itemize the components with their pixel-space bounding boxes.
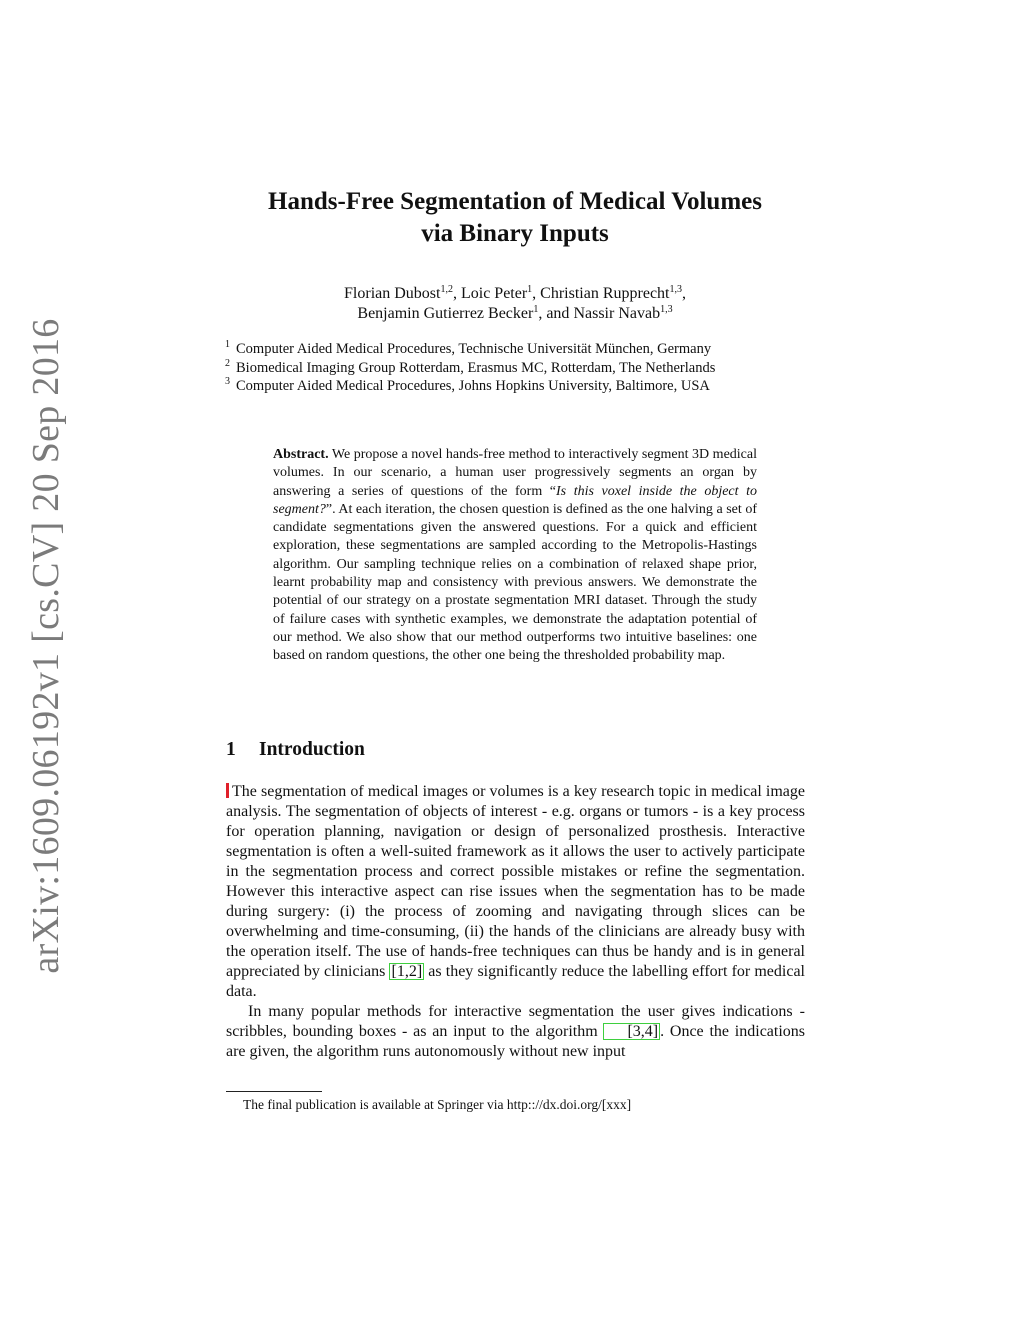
author-list <box>0 284 1024 324</box>
text-cursor-marker <box>226 783 229 798</box>
footnote: The final publication is available at Springer via http::/​/dx.doi.org/[xxx] <box>243 1097 632 1112</box>
section-heading-introduction <box>226 738 365 762</box>
author-separator: , and <box>538 305 574 322</box>
citation-link[interactable]: [1,2] <box>391 963 423 980</box>
affiliation-item <box>225 377 825 396</box>
abstract-question: Is this voxel inside the object to segment? <box>273 483 758 517</box>
affiliation-text: Computer Aided Medical Procedures, Johns Hopkins University, Baltimore, USA <box>236 378 710 394</box>
section-title: Introduction <box>259 739 365 760</box>
abstract <box>273 446 757 666</box>
author-separator: , <box>532 285 541 302</box>
affiliation-item <box>225 340 825 359</box>
affiliation-text: Computer Aided Medical Procedures, Technische Universität München, Germany <box>236 341 712 357</box>
author-line-2 <box>0 304 1024 324</box>
author-name: Christian Rupprecht <box>540 285 670 302</box>
paragraph-text: . Once the indications are given, the algorithm runs autonomously without new input <box>226 1023 806 1060</box>
arxiv-identifier-stamp: arXiv:1609.06192v1 [cs.CV] 20 Sep 2016 <box>25 318 67 974</box>
abstract-text: ”. At each iteration, the chosen question is defined as the one halving a set of candidate segmentations given the answered questions. For a quick and efficient exploration, these segmentations are sampled according to the Metropolis-Hastings algorithm. Our sampling technique relies on a combination of relaxed shape prior, learnt probability map and consistency with previous answers. We demonstrate the potential of our strategy on a prostate segmentation MRI dataset. Through the study of failure cases with synthetic examples, we demonstrate the adaptation potential of our method. We also show that our method outperforms two intuitive baselines: one based on random questions, the other one being the thresholded probability map. <box>273 501 757 664</box>
author-affiliation-marker: 1 <box>527 284 533 295</box>
author-name: Benjamin Gutierrez Becker <box>357 305 534 322</box>
author-affiliation-marker: 1,3 <box>669 284 682 295</box>
affiliation-item <box>225 359 825 378</box>
author-name: Nassir Navab <box>573 305 661 322</box>
section-number: 1 <box>226 739 236 760</box>
title-line-1: Hands-Free Segmentation of Medical Volumes <box>268 188 762 215</box>
author-separator: , <box>681 285 686 302</box>
author-name: Florian Dubost <box>344 285 441 302</box>
paragraph <box>226 1002 805 1062</box>
paper-title <box>0 186 1024 250</box>
paragraph-text: In many popular methods for interactive segmentation the user gives indications - scribbles, bounding boxes - as an input to the algorithm <box>226 1003 805 1040</box>
author-affiliation-marker: 1 <box>533 304 539 315</box>
author-affiliation-marker: 1,2 <box>440 284 453 295</box>
affiliation-text: Biomedical Imaging Group Rotterdam, Erasmus MC, Rotterdam, The Netherlands <box>236 359 716 376</box>
affiliation-number: 1 <box>225 339 230 350</box>
author-affiliation-marker: 1,3 <box>660 304 673 315</box>
author-line-1 <box>0 284 1024 304</box>
affiliation-number: 3 <box>225 376 230 387</box>
abstract-label: Abstract. <box>273 447 329 462</box>
footnote-rule <box>226 1091 322 1092</box>
affiliation-number: 2 <box>225 357 230 369</box>
paragraph-text: as they significantly reduce the labelling effort for medical data. <box>226 963 806 1000</box>
paragraph-text: The segmentation of medical images or volumes is a key research topic in medical image analysis. The segmentation of objects of interest - e.g. organs or tumors - is a key process for operation planning, navigation or design of personalized prosthesis. Interactive segmentation is often a well-suited framework as it allows the user to actively participate in the segmentation process and correct possible mistakes or refine the segmentation. However this interactive aspect can rise issues when the segmentation has to be made during surgery: (i) the process of zooming and navigating through slices can be overwhelming and time-consuming, (ii) the hands of the clinicians are already busy with the operation itself. The use of hands-free techniques can thus be handy and is in general appreciated by clinicians <box>226 783 805 980</box>
author-separator: , <box>452 285 461 302</box>
paragraph <box>226 782 805 1002</box>
affiliation-list <box>225 340 825 396</box>
abstract-text: We propose a novel hands-free method to interactively segment 3D medical volumes. In our scenario, a human user progressively segments an organ by answering a series of questions of the form “ <box>273 447 757 499</box>
body-text <box>226 782 805 1062</box>
author-name: Loic Peter <box>460 285 528 302</box>
title-line-2: via Binary Inputs <box>421 220 609 247</box>
citation-link[interactable]: [3,4] <box>603 1023 660 1040</box>
